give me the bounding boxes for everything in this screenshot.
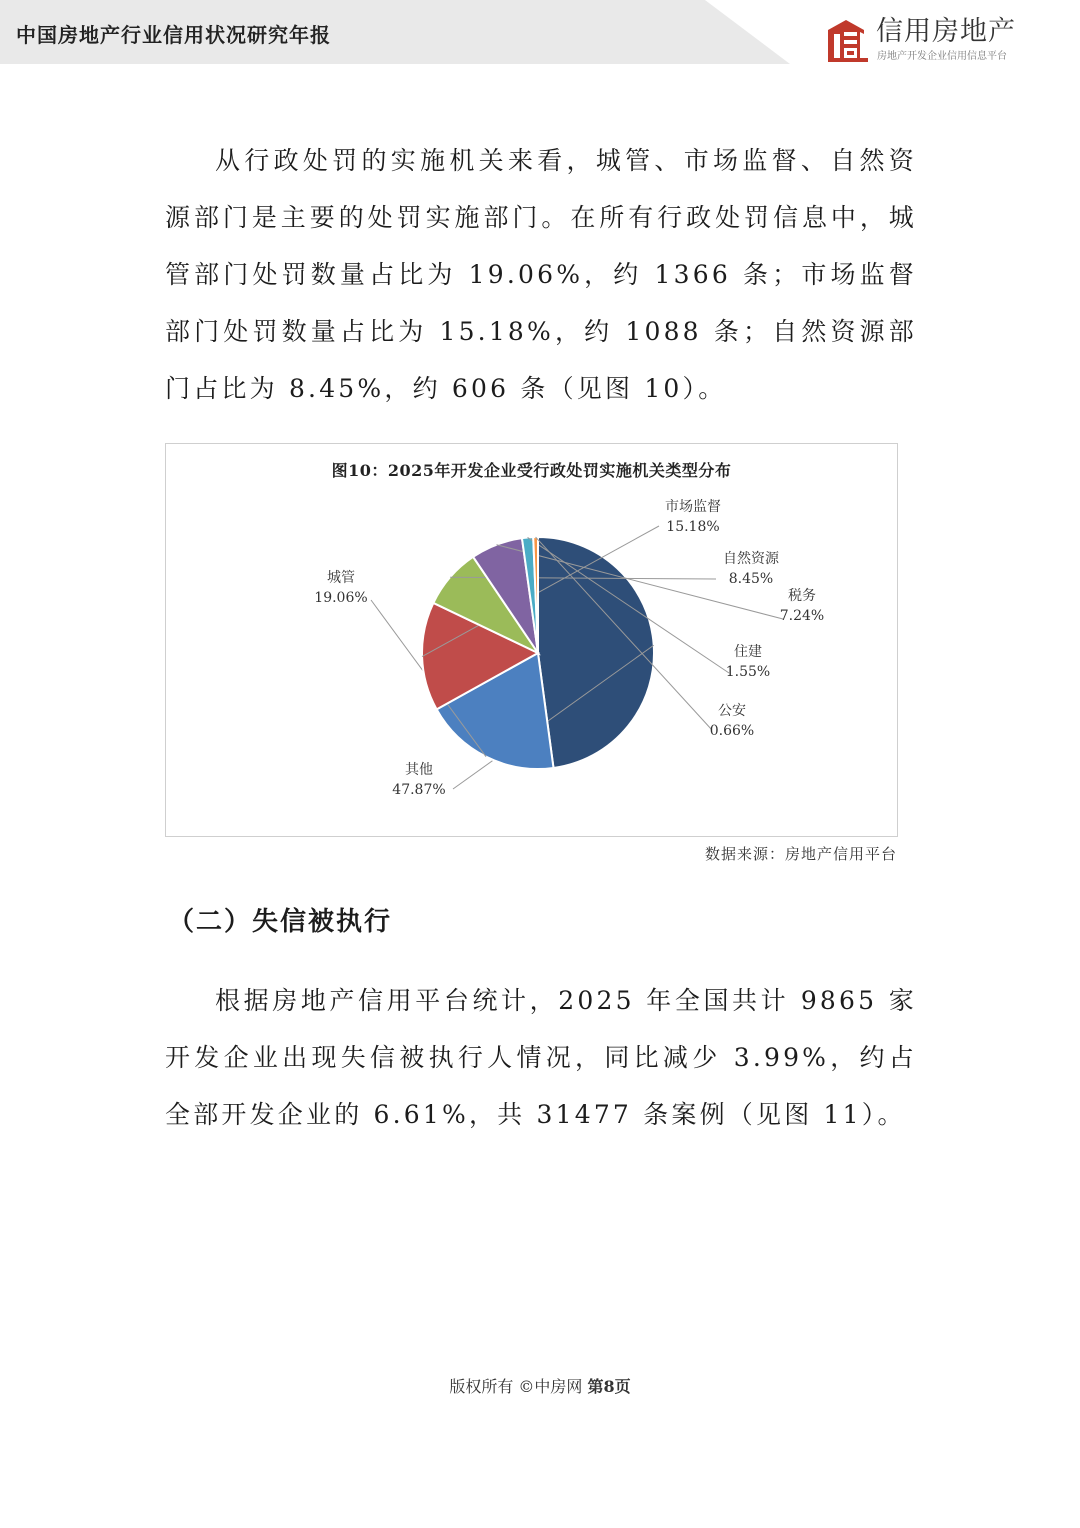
slice-value-label-0: 47.87% (392, 782, 446, 798)
pie-slice-0 (538, 537, 654, 768)
paragraph-penalty-agencies: 从行政处罚的实施机关来看，城管、市场监督、自然资源部门是主要的处罚实施部门。在所有行政处罚信息中，城管部门处罚数量占比为 19.06%，约 1366 条；市场监督部门处罚数量占比为 15.18%，约 1088 条；自然资源部门占比为 8.45%，约 606 条（见图 10）。 (165, 146, 917, 403)
figure-10 (165, 443, 898, 837)
page-number: 第8页 (587, 1377, 631, 1396)
report-title: 中国房地产行业信用状况研究年报 (16, 23, 331, 47)
slice-value-label-4: 7.24% (779, 608, 825, 624)
slice-name-label-5: 住建 (734, 644, 762, 660)
slice-name-label-6: 公安 (718, 703, 746, 719)
slice-name-label-3: 自然资源 (723, 551, 779, 567)
slice-name-label-4: 税务 (788, 588, 816, 604)
section-heading: （二）失信被执行 (168, 907, 393, 937)
slice-value-label-1: 19.06% (314, 590, 368, 606)
slice-value-label-3: 8.45% (728, 571, 774, 587)
logo-name: 信用房地产 (876, 16, 1016, 47)
slice-value-label-2: 15.18% (666, 519, 720, 535)
page-footer (0, 1374, 1080, 1397)
pie-chart (166, 444, 897, 836)
copyright-text: 版权所有 ©中房网 (449, 1377, 588, 1396)
slice-value-label-5: 1.55% (725, 664, 771, 680)
slice-name-label-2: 市场监督 (665, 499, 721, 515)
slice-value-label-6: 0.66% (709, 723, 755, 739)
slice-name-label-0: 其他 (405, 762, 433, 778)
chart-title: 图10：2025年开发企业受行政处罚实施机关类型分布 (331, 461, 732, 480)
building-logo-icon (826, 18, 870, 64)
paragraph-dishonest-executed: 根据房地产信用平台统计，2025 年全国共计 9865 家开发企业出现失信被执行人情况，同比减少 3.99%，约占全部开发企业的 6.61%，共 31477 条案例（见图 11）。 (165, 986, 917, 1129)
slice-name-label-1: 城管 (327, 570, 355, 586)
logo-subtitle: 房地产开发企业信用信息平台 (877, 51, 1007, 62)
data-source: 数据来源：房地产信用平台 (704, 845, 897, 863)
brand-logo (826, 16, 1056, 66)
